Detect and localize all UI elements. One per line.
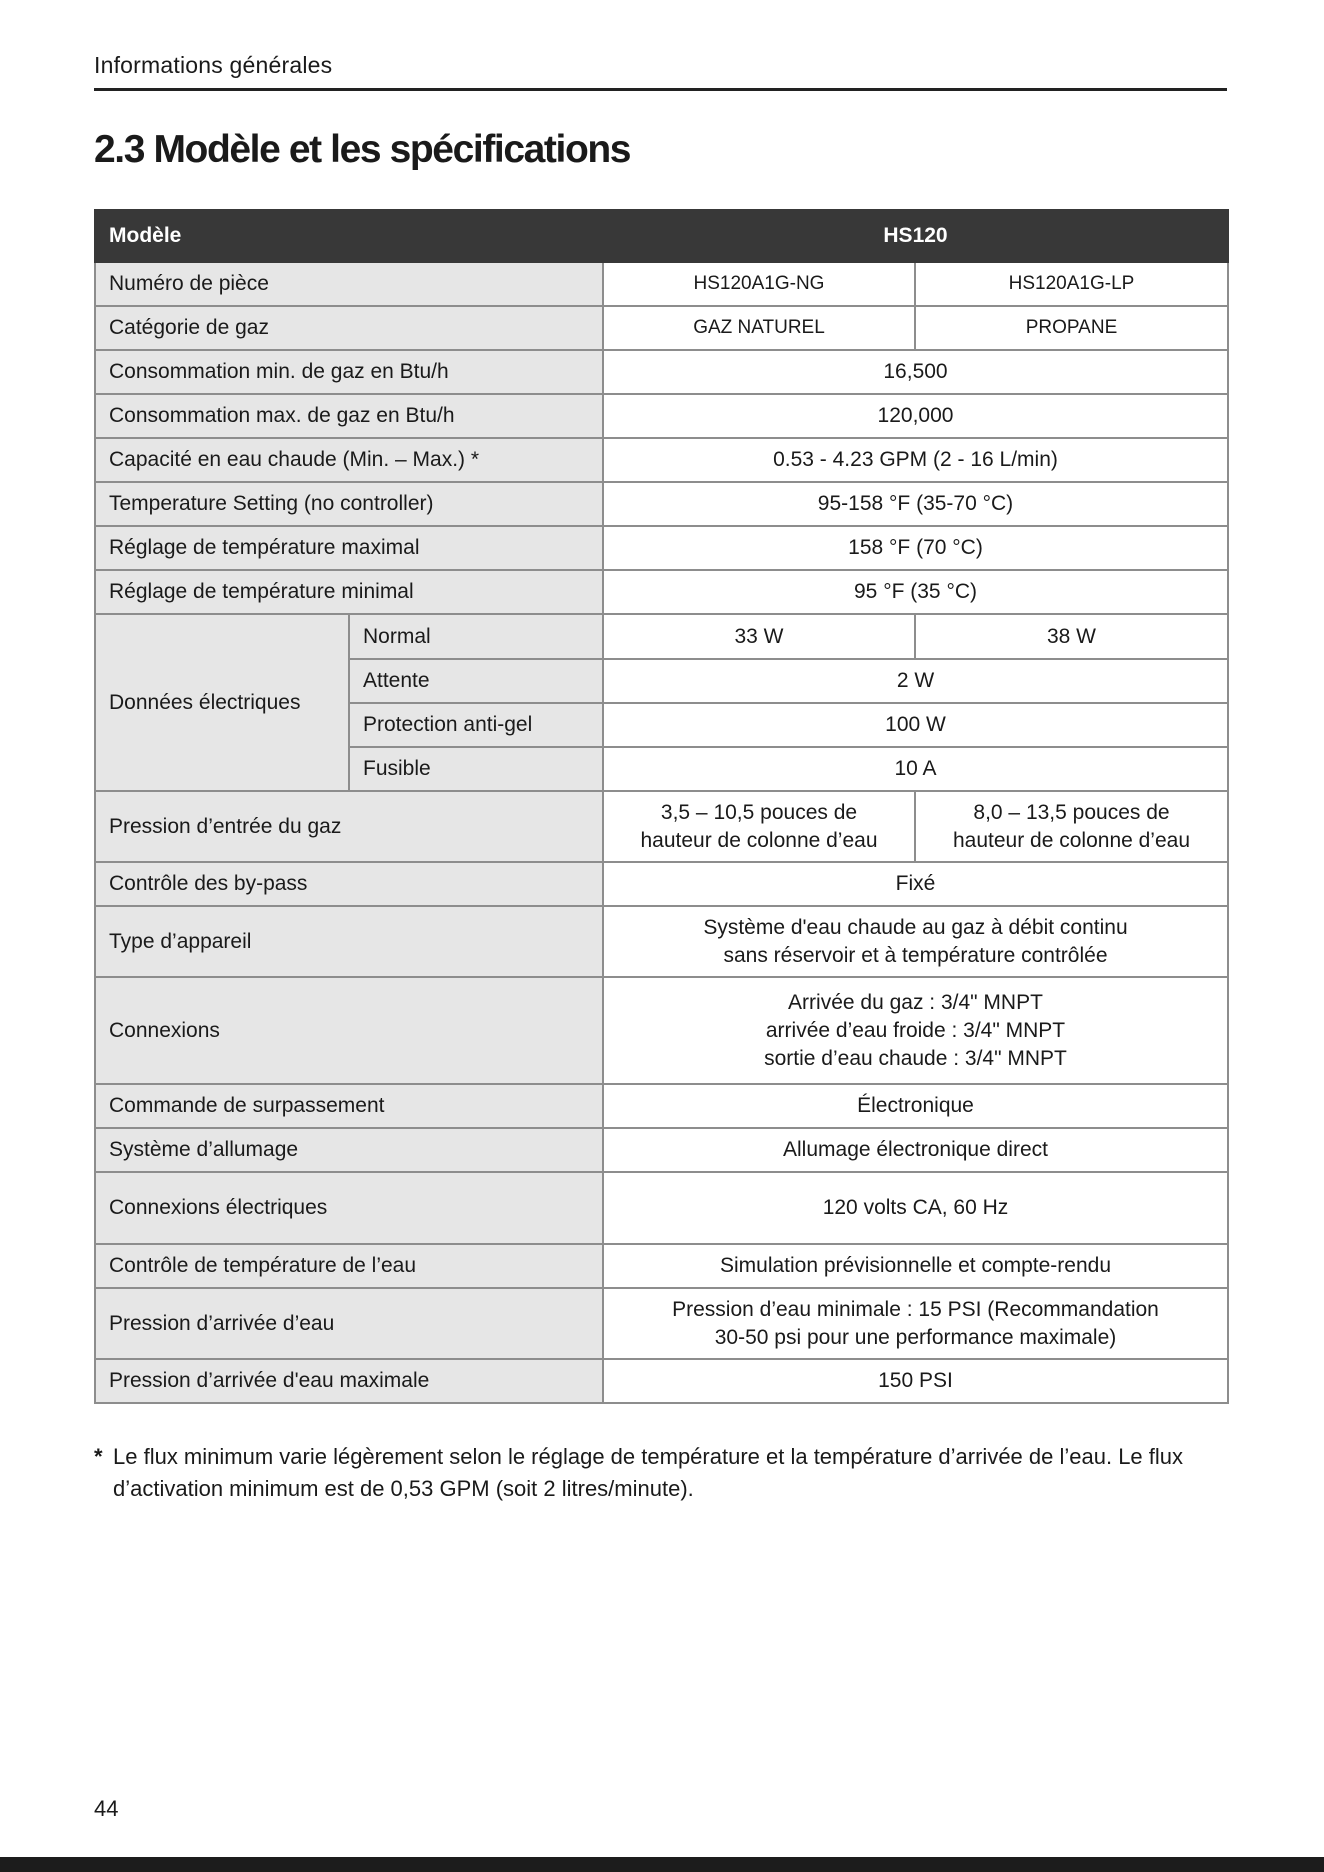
row-label: Temperature Setting (no controller) [95,482,603,526]
row-value: Simulation prévisionnelle et compte-rendu [603,1244,1228,1288]
table-row [95,1359,1228,1403]
row-label: Capacité en eau chaude (Min. – Max.) * [95,438,603,482]
row-label: Contrôle de température de l’eau [95,1244,603,1288]
part-number-lp: HS120A1G-LP [915,262,1228,306]
table-row [95,906,1228,977]
row-value [603,977,1228,1084]
table-row [95,1128,1228,1172]
table-row [95,350,1228,394]
table-row [95,482,1228,526]
appliance-type-line1: Système d'eau chaude au gaz à débit continu [703,915,1128,939]
row-value: 95 °F (35 °C) [603,570,1228,614]
table-row [95,570,1228,614]
row-value: 16,500 [603,350,1228,394]
table-header-row [95,210,1228,262]
sub-label-fuse: Fusible [349,747,603,791]
table-row [95,526,1228,570]
footnote-text [94,1441,1234,1505]
water-pressure-line1: Pression d’eau minimale : 15 PSI (Recommandation [672,1297,1159,1321]
row-label: Réglage de température minimal [95,570,603,614]
bottom-edge-bar [0,1857,1324,1872]
row-label: Consommation min. de gaz en Btu/h [95,350,603,394]
footnote-marker: * [94,1444,103,1469]
table-row [95,1244,1228,1288]
sub-label-normal: Normal [349,614,603,659]
row-value: 10 A [603,747,1228,791]
row-label: Catégorie de gaz [95,306,603,350]
footnote [94,1441,1234,1505]
gas-category-ng: GAZ NATUREL [603,306,915,350]
table-row [95,614,1228,659]
row-value: 120 volts CA, 60 Hz [603,1172,1228,1244]
row-value [603,1288,1228,1359]
table-row [95,791,1228,862]
table-row [95,1172,1228,1244]
row-value: 150 PSI [603,1359,1228,1403]
row-value: Fixé [603,862,1228,906]
gas-pressure-lp [915,791,1228,862]
gas-category-lp: PROPANE [915,306,1228,350]
model-value: HS120 [603,210,1228,262]
row-label: Système d’allumage [95,1128,603,1172]
header-text: Informations générales [94,52,333,78]
row-label: Consommation max. de gaz en Btu/h [95,394,603,438]
row-value: 120,000 [603,394,1228,438]
table-row [95,1084,1228,1128]
row-value: 0.53 - 4.23 GPM (2 - 16 L/min) [603,438,1228,482]
normal-ng: 33 W [603,614,915,659]
connections-line1: Arrivée du gaz : 3/4" MNPT [788,990,1043,1014]
section-title: 2.3 Modèle et les spécifications [94,128,631,171]
row-value: 95-158 °F (35-70 °C) [603,482,1228,526]
gas-pressure-lp-line1: 8,0 – 13,5 pouces de [973,800,1170,824]
page-header [94,50,1227,91]
row-value: Électronique [603,1084,1228,1128]
row-label: Pression d’arrivée d'eau maximale [95,1359,603,1403]
row-value: 2 W [603,659,1228,703]
row-label: Type d’appareil [95,906,603,977]
part-number-ng: HS120A1G-NG [603,262,915,306]
table-row [95,262,1228,306]
table-row [95,394,1228,438]
gas-pressure-lp-line2: hauteur de colonne d’eau [952,828,1191,852]
connections-line3: sortie d’eau chaude : 3/4" MNPT [764,1046,1067,1070]
table-row [95,1288,1228,1359]
row-label: Connexions électriques [95,1172,603,1244]
page-number: 44 [94,1796,119,1821]
water-pressure-line2: 30-50 psi pour une performance maximale) [714,1325,1117,1349]
table-row [95,306,1228,350]
row-value [603,906,1228,977]
row-value: 158 °F (70 °C) [603,526,1228,570]
row-label: Pression d’entrée du gaz [95,791,603,862]
sub-label-standby: Attente [349,659,603,703]
gas-pressure-ng [603,791,915,862]
row-label: Numéro de pièce [95,262,603,306]
row-label: Connexions [95,977,603,1084]
table-row [95,977,1228,1084]
electrical-data-label: Données électriques [95,614,349,791]
row-value: 100 W [603,703,1228,747]
footnote-line1: Le flux minimum varie légèrement selon le réglage de température et la température d’arrivée de l’eau. Le flux [113,1444,1184,1469]
row-label: Commande de surpassement [95,1084,603,1128]
row-value: Allumage électronique direct [603,1128,1228,1172]
row-label: Contrôle des by-pass [95,862,603,906]
footnote-line2: d’activation minimum est de 0,53 GPM (soit 2 litres/minute). [113,1476,694,1501]
table-row [95,438,1228,482]
row-label: Pression d’arrivée d’eau [95,1288,603,1359]
model-label: Modèle [95,210,603,262]
gas-pressure-ng-line2: hauteur de colonne d’eau [640,828,878,852]
specifications-table [94,209,1229,1404]
gas-pressure-ng-line1: 3,5 – 10,5 pouces de [660,800,858,824]
appliance-type-line2: sans réservoir et à température contrôlée [723,943,1108,967]
sub-label-antifreeze: Protection anti-gel [349,703,603,747]
table-row [95,862,1228,906]
connections-line2: arrivée d’eau froide : 3/4" MNPT [765,1018,1066,1042]
normal-lp: 38 W [915,614,1228,659]
row-label: Réglage de température maximal [95,526,603,570]
